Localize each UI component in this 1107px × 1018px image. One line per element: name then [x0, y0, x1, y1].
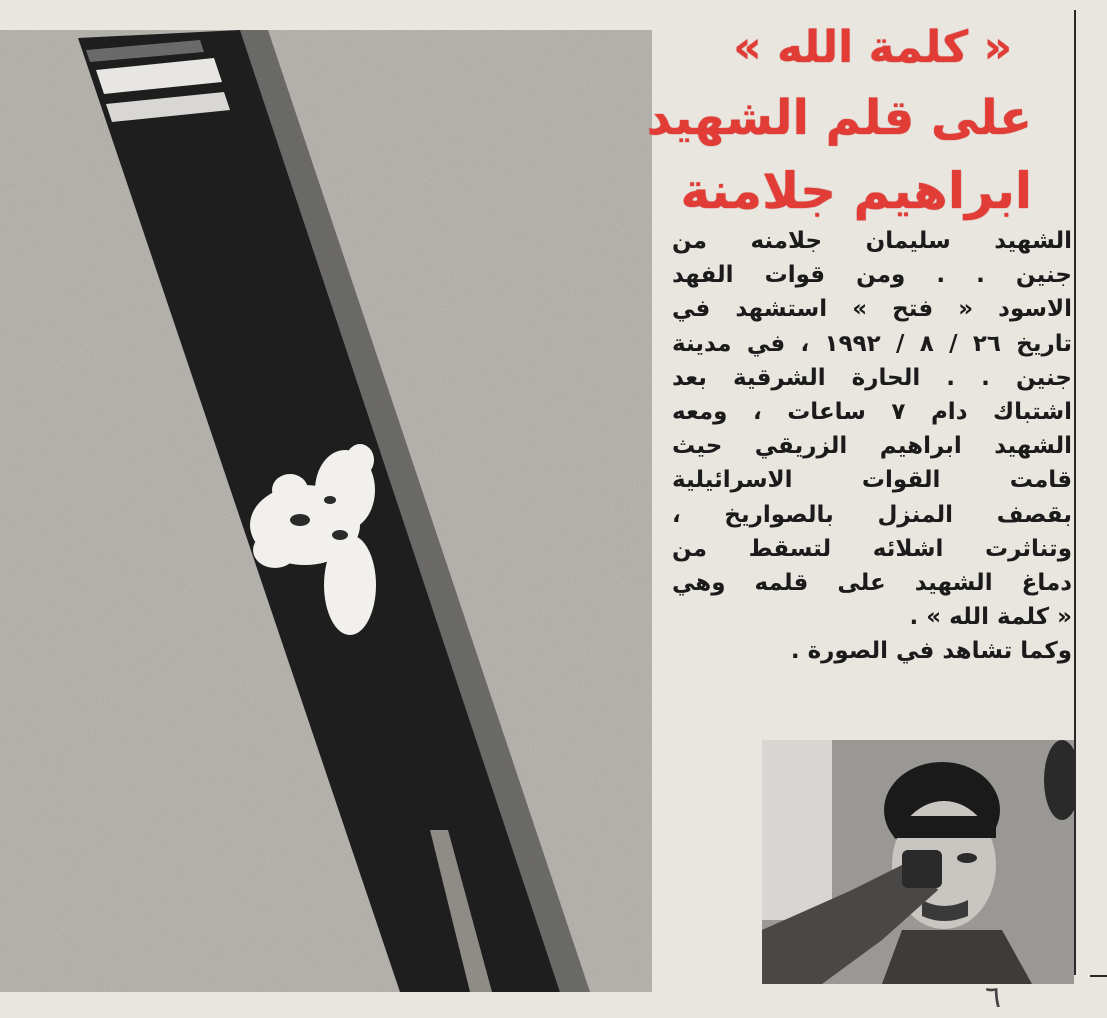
headline-line-2: على قلم الشهيد [646, 90, 1032, 146]
article-body [672, 224, 1072, 669]
body-line: جنين . . ومن قوات الفهد [672, 262, 1072, 289]
pen-photo [0, 30, 652, 992]
portrait-illustration [762, 740, 1074, 984]
body-line: دماغ الشهيد على قلمه وهي [672, 570, 1072, 597]
body-line: الشهيد ابراهيم الزريقي حيث [672, 433, 1072, 460]
headline-line-3: ابراهيم جلامنة [680, 162, 1032, 220]
body-line: بقصف المنزل بالصواريخ ، [672, 501, 1072, 528]
body-line: الاسود « فتح » استشهد في [672, 296, 1072, 323]
body-line: « كلمة الله » . [909, 604, 1072, 631]
headline-line-1: « كلمة الله » [733, 22, 1012, 73]
body-line: وتناثرت اشلائه لتسقط من [672, 535, 1072, 562]
portrait-photo [762, 740, 1074, 984]
body-line: جنين . . الحارة الشرقية بعد [672, 364, 1072, 391]
body-line: وكما تشاهد في الصورة . [790, 638, 1072, 665]
column-divider [1074, 10, 1076, 975]
pen-illustration [0, 30, 652, 992]
body-line: قامت القوات الاسرائيلية [672, 467, 1072, 494]
page-number: ٦ [985, 980, 1002, 1015]
bottom-divider [1090, 975, 1107, 977]
body-line: الشهيد سليمان جلامنه من [672, 228, 1072, 254]
body-line: اشتباك دام ٧ ساعات ، ومعه [672, 399, 1072, 426]
body-line: تاريخ ٢٦ / ٨ / ١٩٩٢ ، في مدينة [672, 330, 1073, 357]
